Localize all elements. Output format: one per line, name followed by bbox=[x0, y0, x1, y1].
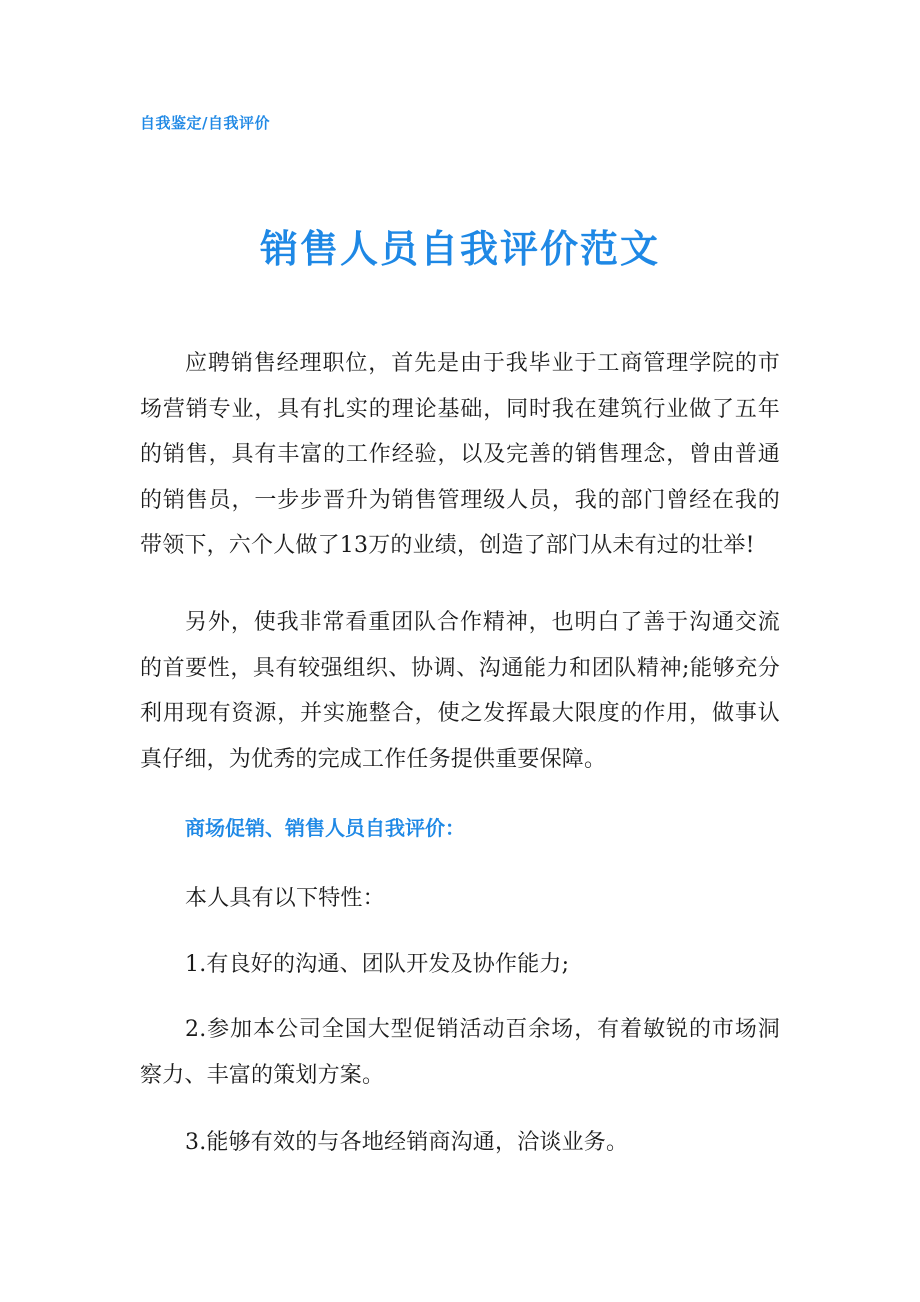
list-item-1: 1.有良好的沟通、团队开发及协作能力; bbox=[185, 952, 570, 977]
paragraph-2: 另外，使我非常看重团队合作精神，也明白了善于沟通交流的首要性，具有较强组织、协调、沟通能力和团队精神;能够充分利用现有资源，并实施整合，使之发挥最大限度的作用，做事认真仔细，为优秀的完成工作任务提供重要保障。 bbox=[140, 610, 780, 772]
category-link[interactable]: 自我鉴定/自我评价 bbox=[140, 114, 270, 132]
list-item-2: 2.参加本公司全国大型促销活动百余场，有着敏锐的市场洞察力、丰富的策划方案。 bbox=[140, 1017, 780, 1088]
paragraph-1: 应聘销售经理职位，首先是由于我毕业于工商管理学院的市场营销专业，具有扎实的理论基础，同时我在建筑行业做了五年的销售，具有丰富的工作经验，以及完善的销售理念，曾由普通的销售员，一步步晋升为销售管理级人员，我的部门曾经在我的带领下，六个人做了13万的业绩，创造了部门从未有过的壮举! bbox=[140, 351, 780, 559]
list-item-3: 3.能够有效的与各地经销商沟通，洽谈业务。 bbox=[185, 1130, 629, 1155]
article-title: 销售人员自我评价范文 bbox=[259, 227, 660, 271]
intro-line: 本人具有以下特性： bbox=[185, 886, 385, 911]
section-subheading: 商场促销、销售人员自我评价： bbox=[185, 816, 465, 840]
